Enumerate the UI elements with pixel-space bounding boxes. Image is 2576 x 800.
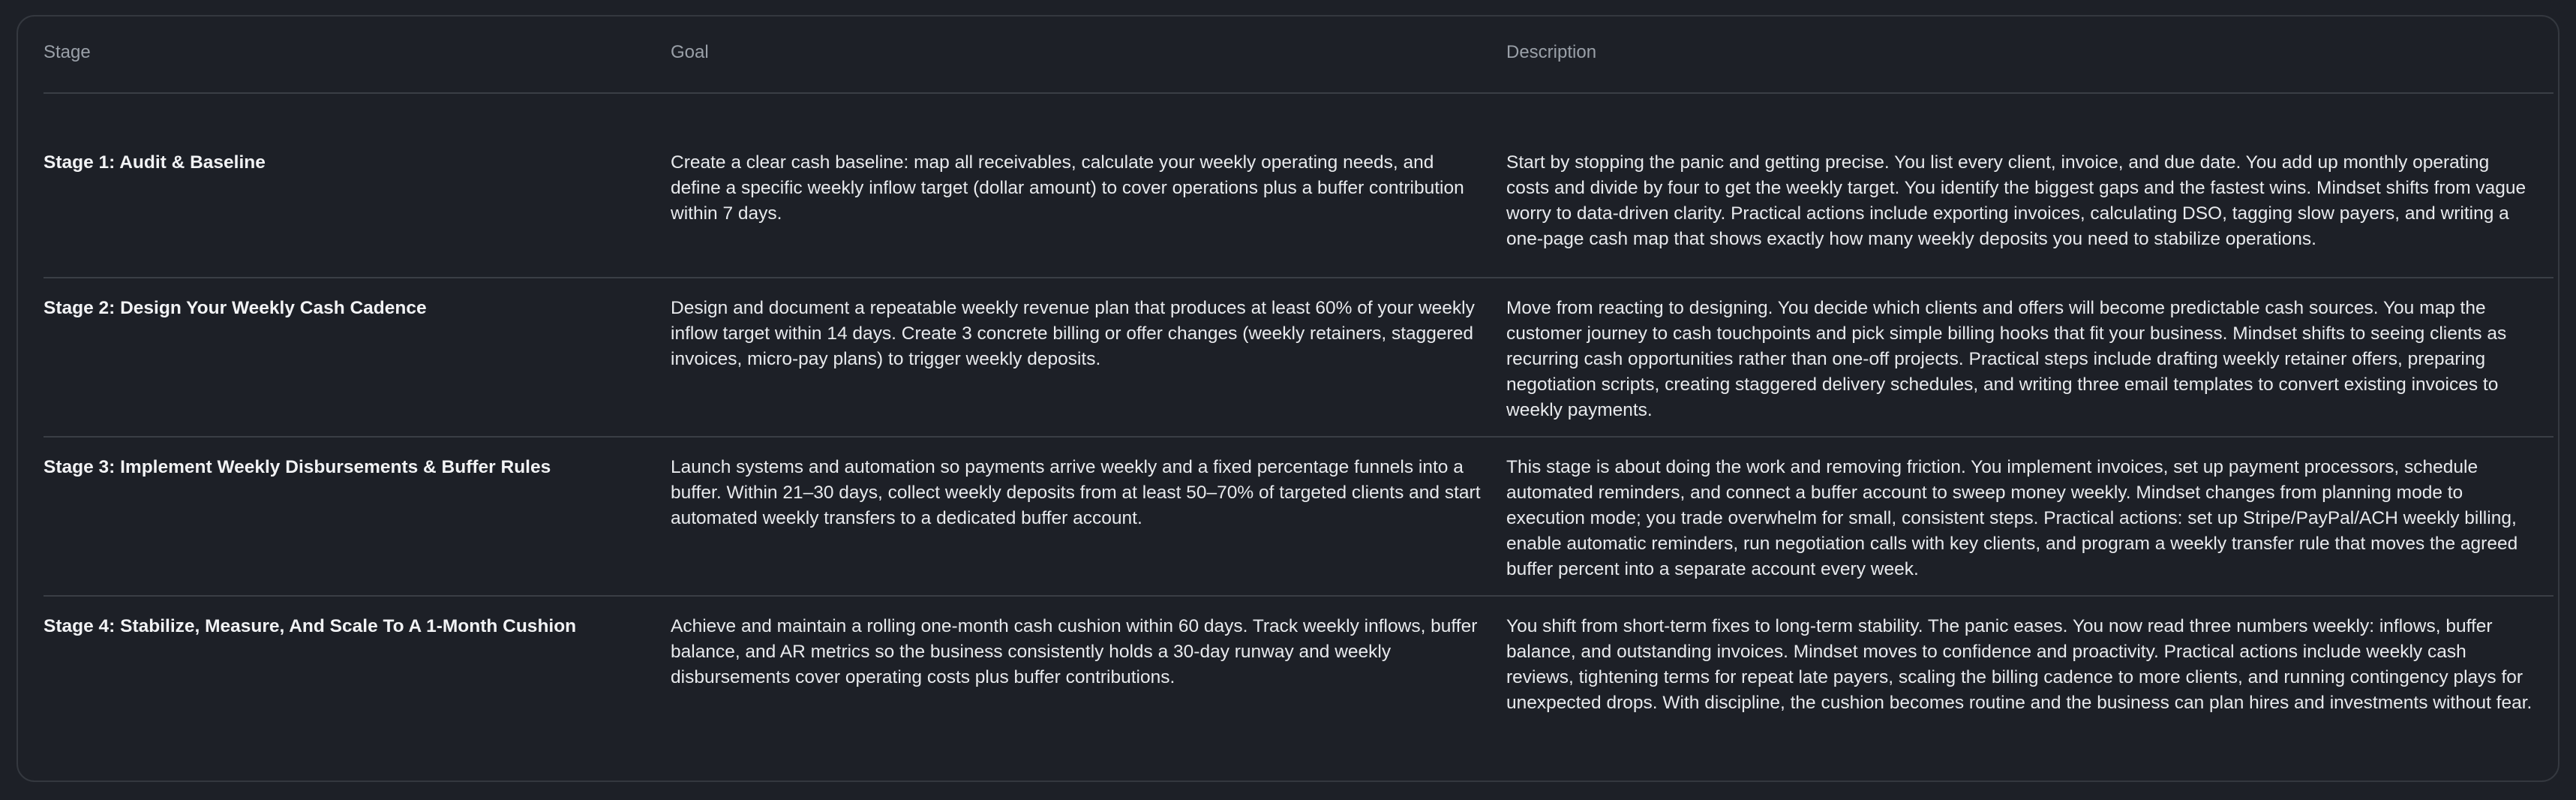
table-header-row <box>44 17 2553 93</box>
description-cell <box>1506 437 2553 596</box>
description-cell <box>1506 278 2553 437</box>
goal-text: Design and document a repeatable weekly revenue plan that produces at least 60% of your weekly inflow target within 14 days. Create 3 concrete billing or offer changes (weekly retainers, staggered invoices, micro-pay plans) to trigger weekly deposits. <box>671 298 1475 369</box>
stages-table <box>44 17 2553 774</box>
goal-text: Achieve and maintain a rolling one-month cash cushion within 60 days. Track weekly inflows, buffer balance, and AR metrics so the business consistently holds a 30-day runway and weekly disbursements cover operating costs plus buffer contributions. <box>671 616 1478 687</box>
goal-cell <box>671 93 1506 278</box>
column-header-goal: Goal <box>671 17 1506 93</box>
goal-text: Launch systems and automation so payments arrive weekly and a fixed percentage funnels into a buffer. Within 21–30 days, collect weekly deposits from at least 50–70% of targeted clients and start automated weekly transfers to a dedicated buffer account. <box>671 457 1481 528</box>
stage-cell <box>44 278 671 437</box>
column-header-stage: Stage <box>44 17 671 93</box>
description-cell <box>1506 93 2553 278</box>
goal-cell <box>671 437 1506 596</box>
stage-cell <box>44 93 671 278</box>
goal-cell <box>671 596 1506 774</box>
table-row <box>44 278 2553 437</box>
stage-name: Stage 1: Audit & Baseline <box>44 152 266 173</box>
description-cell <box>1506 596 2553 774</box>
table-panel <box>17 15 2559 782</box>
goal-text: Create a clear cash baseline: map all receivables, calculate your weekly operating needs, and define a specific weekly inflow target (dollar amount) to cover operations plus a buffer contribution within 7 days. <box>671 152 1464 224</box>
stage-cell <box>44 596 671 774</box>
stage-name: Stage 2: Design Your Weekly Cash Cadence <box>44 298 427 318</box>
table-row <box>44 437 2553 596</box>
stage-cell <box>44 437 671 596</box>
stage-name: Stage 4: Stabilize, Measure, And Scale To A 1-Month Cushion <box>44 616 577 636</box>
goal-cell <box>671 278 1506 437</box>
description-text: Start by stopping the panic and getting precise. You list every client, invoice, and due date. You add up monthly operating costs and divide by four to get the weekly target. You identify the biggest gaps and the fastest wins. Mindset shifts from vague worry to data-driven clarity. Practical actions include exporting invoices, calculating DSO, tagging slow payers, and writing a one-page cash map that shows exactly how many weekly deposits you need to stabilize operations. <box>1506 152 2526 249</box>
table-row <box>44 93 2553 278</box>
table-row <box>44 596 2553 774</box>
column-header-description: Description <box>1506 17 2553 93</box>
description-text: This stage is about doing the work and removing friction. You implement invoices, set up payment processors, schedule automated reminders, and connect a buffer account to sweep money weekly. Mindset changes from planning mode to execution mode; you trade overwhelm for small, consistent steps. Practical actions: set up Stripe/PayPal/ACH weekly billing, enable automatic reminders, run negotiation calls with key clients, and program a weekly transfer rule that moves the agreed buffer percent into a separate account every week. <box>1506 457 2518 579</box>
description-text: You shift from short-term fixes to long-term stability. The panic eases. You now read three numbers weekly: inflows, buffer balance, and outstanding invoices. Mindset moves to confidence and proactivity. Practical actions include weekly cash reviews, tightening terms for repeat late payers, scaling the billing cadence to more clients, and running contingency plays for unexpected drops. With discipline, the cushion becomes routine and the business can plan hires and investments without fear. <box>1506 616 2532 713</box>
stage-name: Stage 3: Implement Weekly Disbursements & Buffer Rules <box>44 457 551 477</box>
description-text: Move from reacting to designing. You decide which clients and offers will become predictable cash sources. You map the customer journey to cash touchpoints and pick simple billing hooks that fit your business. Mindset shifts to seeing clients as recurring cash opportunities rather than one-off projects. Practical steps include drafting weekly retainer offers, preparing negotiation scripts, creating staggered delivery schedules, and writing three email templates to convert existing invoices to weekly payments. <box>1506 298 2507 420</box>
